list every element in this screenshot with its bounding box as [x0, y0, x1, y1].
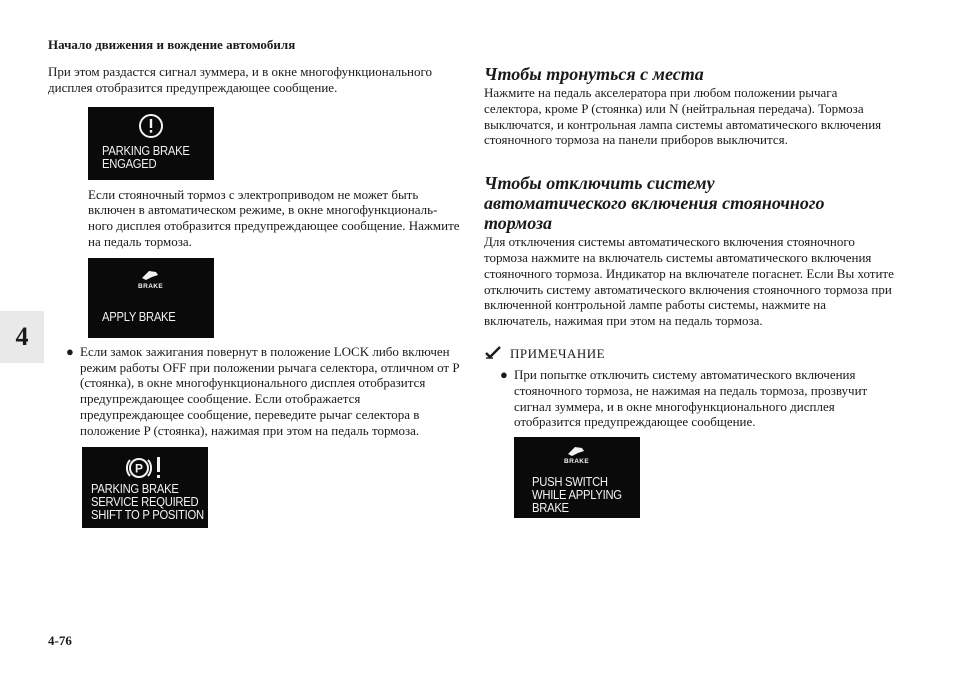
bullet-lock-warning — [66, 344, 463, 439]
display3-line-2: SERVICE REQUIRED — [91, 494, 199, 509]
heading-start-moving: Чтобы тронуться с места — [484, 64, 704, 84]
display-service-required — [82, 447, 208, 528]
running-title: Начало движения и вождение автомобиля — [48, 37, 296, 52]
display-push-switch — [514, 437, 640, 518]
note-bullet — [500, 367, 904, 430]
bullet-text: Если замок зажигания повернут в положение LOCK либо включен режим работы OFF при положении рычага селектора, отличном от P (стоянка), в окне многофункционального дисплея отобразится предупреждающее сообщение. Если отображается предупреждающее сообщение, переведите рычаг селектора в положение P (стоянка), нажимая при этом на педаль тормоза. — [80, 343, 460, 438]
paragraph-disable-auto-brake: Для отключения системы автоматического включения стояночного тормоза нажмите на включатель системы автоматического включения стояночного тормоза. Индикатор на включателе погаснет. Если Вы хотите отключить систему автоматического включения стояночного тормоза при включенной контрольной лампе работы системы, нажмите на включатель, нажимая при этом на педаль тормоза. — [484, 234, 894, 329]
display1-line-2: ENGAGED — [102, 156, 157, 171]
page-number: 4-76 — [48, 633, 72, 648]
paragraph-start-moving: Нажмите на педаль акселератора при любом положении рычага селектора, кроме P (стоянка) или N (нейтральная передача). Тормоза выключатся, и контрольная лампа системы автоматического включения стояночного тормоза на панели приборов выключится. — [484, 85, 882, 148]
display3-line-3: SHIFT TO P POSITION — [91, 507, 204, 522]
bullet-dot: ● — [66, 343, 74, 359]
note-text: При попытке отключить систему автоматического включения стояночного тормоза, не нажимая на педаль тормоза, прозвучит сигнал зуммера, и в окне многофункционального дисплея отобразится предупреждающее сообщение. — [514, 366, 868, 430]
display4-line-3: BRAKE — [532, 501, 569, 516]
note-bullet-dot: ● — [500, 366, 508, 382]
intro-paragraph: При этом раздастся сигнал зуммера, и в окне многофункционального дисплея отобразится предупреждающее сообщение. — [48, 64, 432, 95]
display4-line-1: PUSH SWITCH — [532, 475, 608, 490]
chapter-tab — [0, 311, 44, 363]
display-apply-brake — [88, 258, 214, 338]
chapter-number: 4 — [15, 322, 29, 351]
svg-text:P: P — [134, 461, 144, 476]
display4-line-2: WHILE APPLYING — [532, 488, 622, 503]
paragraph-auto-fail: Если стояночный тормоз с электроприводом не может быть включен в автоматическом режиме, в окне многофункциональ-ного дисплея отобразится предупреждающее сообщение. Нажмите на педаль тормоза. — [88, 186, 460, 249]
note-pencil-icon — [484, 344, 504, 364]
display3-line-1: PARKING BRAKE — [91, 481, 179, 496]
display1-line-1: PARKING BRAKE — [102, 143, 190, 158]
display2-text: APPLY BRAKE — [102, 309, 176, 324]
display-parking-brake-engaged — [88, 107, 214, 180]
warning-circle-icon — [138, 113, 164, 144]
note-header — [484, 344, 904, 364]
display2-caption: BRAKE — [138, 282, 164, 290]
heading-disable-auto-brake: Чтобы отключить систему автоматического включения стояночного тормоза — [484, 173, 825, 234]
left-column — [48, 64, 463, 528]
right-column — [484, 64, 904, 518]
note-label: ПРИМЕЧАНИЕ — [510, 345, 606, 361]
display4-caption: BRAKE — [564, 458, 590, 466]
